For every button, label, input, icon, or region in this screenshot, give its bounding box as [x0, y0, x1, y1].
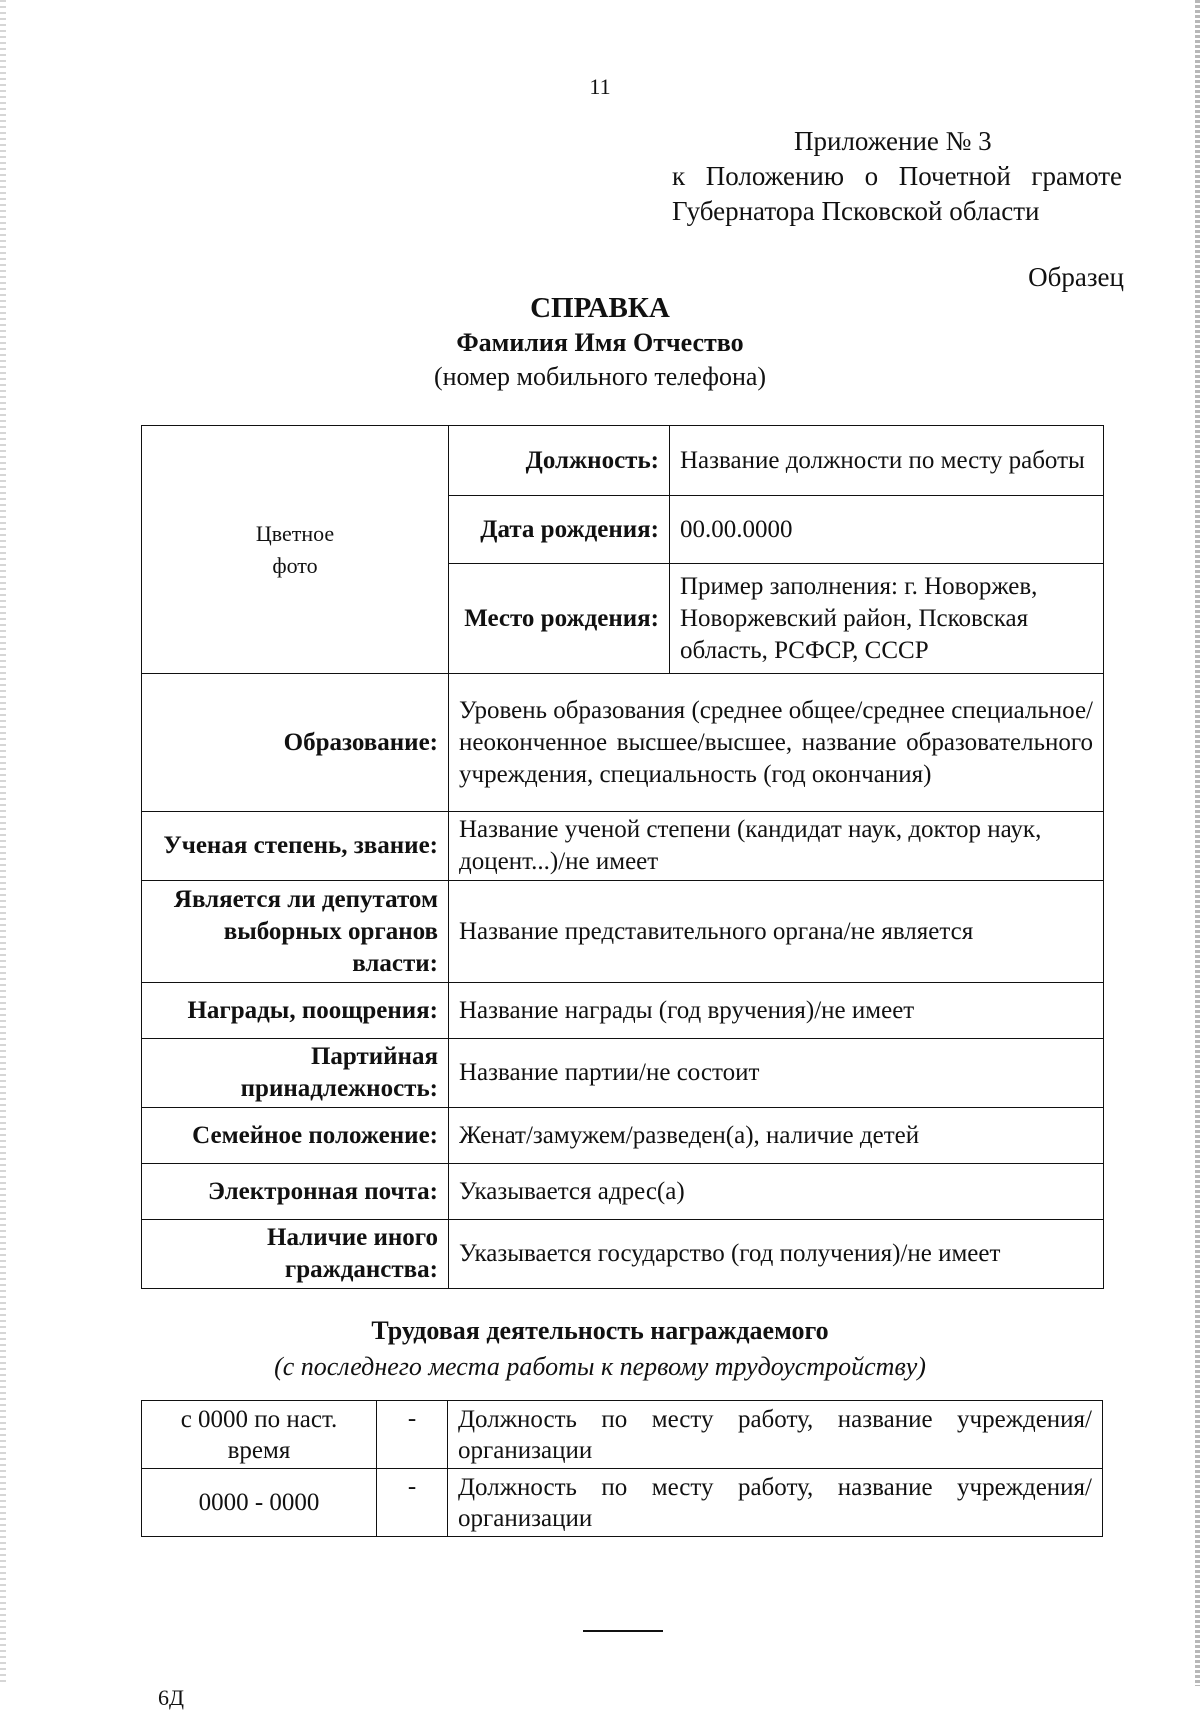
appendix-line-3: Губернатора Псковской области: [672, 196, 1040, 226]
email-label: Электронная почта:: [142, 1164, 449, 1220]
party-value: Название партии/не состоит: [449, 1039, 1104, 1108]
footer-mark: 6Д: [158, 1685, 185, 1710]
document-title: [0, 290, 1200, 394]
labor-table: [141, 1400, 1103, 1537]
appendix-header: [672, 124, 1122, 229]
citizenship-value: Указывается государство (год получения)/не имеет: [449, 1220, 1104, 1289]
end-rule: [583, 1630, 663, 1632]
labor-position: Должность по месту работу, название учреждения/организации: [448, 1469, 1103, 1537]
education-label: Образование:: [142, 674, 449, 812]
labor-dash: -: [377, 1469, 448, 1537]
labor-row: [142, 1401, 1103, 1469]
info-table: [141, 425, 1104, 1289]
citizenship-label: Наличие иного гражданства:: [142, 1220, 449, 1289]
email-value: Указывается адрес(а): [449, 1164, 1104, 1220]
labor-section-subtitle: (с последнего места работы к первому трудоустройству): [274, 1352, 926, 1381]
photo-placeholder: Цветное фото: [142, 426, 449, 674]
position-label: Должность:: [449, 426, 670, 496]
awards-label: Награды, поощрения:: [142, 983, 449, 1039]
position-value: Название должности по месту работы: [670, 426, 1104, 496]
party-label: Партийная принадлежность:: [142, 1039, 449, 1108]
deputy-label: Является ли депутатом выборных органов власти:: [142, 881, 449, 983]
scan-edge-left: [0, 0, 6, 1686]
scan-edge-right: [1195, 0, 1200, 1686]
birth-place-label: Место рождения:: [449, 564, 670, 674]
labor-dash: -: [377, 1401, 448, 1469]
birth-date-label: Дата рождения:: [449, 496, 670, 564]
labor-period: 0000 - 0000: [142, 1469, 377, 1537]
title-full-name: Фамилия Имя Отчество: [456, 328, 744, 357]
title-phone: (номер мобильного телефона): [433, 362, 767, 391]
family-label: Семейное положение:: [142, 1108, 449, 1164]
deputy-value: Название представительного органа/не является: [449, 881, 1104, 983]
labor-row: [142, 1469, 1103, 1537]
education-value: Уровень образования (среднее общее/среднее специальное/неоконченное высшее/высшее, название образовательного учреждения, специальность (год окончания): [449, 674, 1104, 812]
labor-section-title: Трудовая деятельность награждаемого: [371, 1316, 829, 1345]
sample-label: Образец: [1028, 262, 1124, 292]
page-number: 11: [589, 74, 611, 99]
appendix-line-1: Приложение № 3: [794, 126, 992, 156]
birth-place-value: Пример заполнения: г. Новоржев, Новоржевский район, Псковская область, РСФСР, СССР: [670, 564, 1104, 674]
degree-label: Ученая степень, звание:: [142, 812, 449, 881]
labor-position: Должность по месту работу, название учреждения/организации: [448, 1401, 1103, 1469]
labor-period: с 0000 по наст. время: [142, 1401, 377, 1469]
appendix-line-2: к Положению о Почетной грамоте: [672, 161, 1122, 191]
degree-value: Название ученой степени (кандидат наук, доктор наук, доцент...)/не имеет: [449, 812, 1104, 881]
family-value: Женат/замужем/разведен(а), наличие детей: [449, 1108, 1104, 1164]
awards-value: Название награды (год вручения)/не имеет: [449, 983, 1104, 1039]
birth-date-value: 00.00.0000: [670, 496, 1104, 564]
title-main: СПРАВКА: [530, 292, 670, 324]
